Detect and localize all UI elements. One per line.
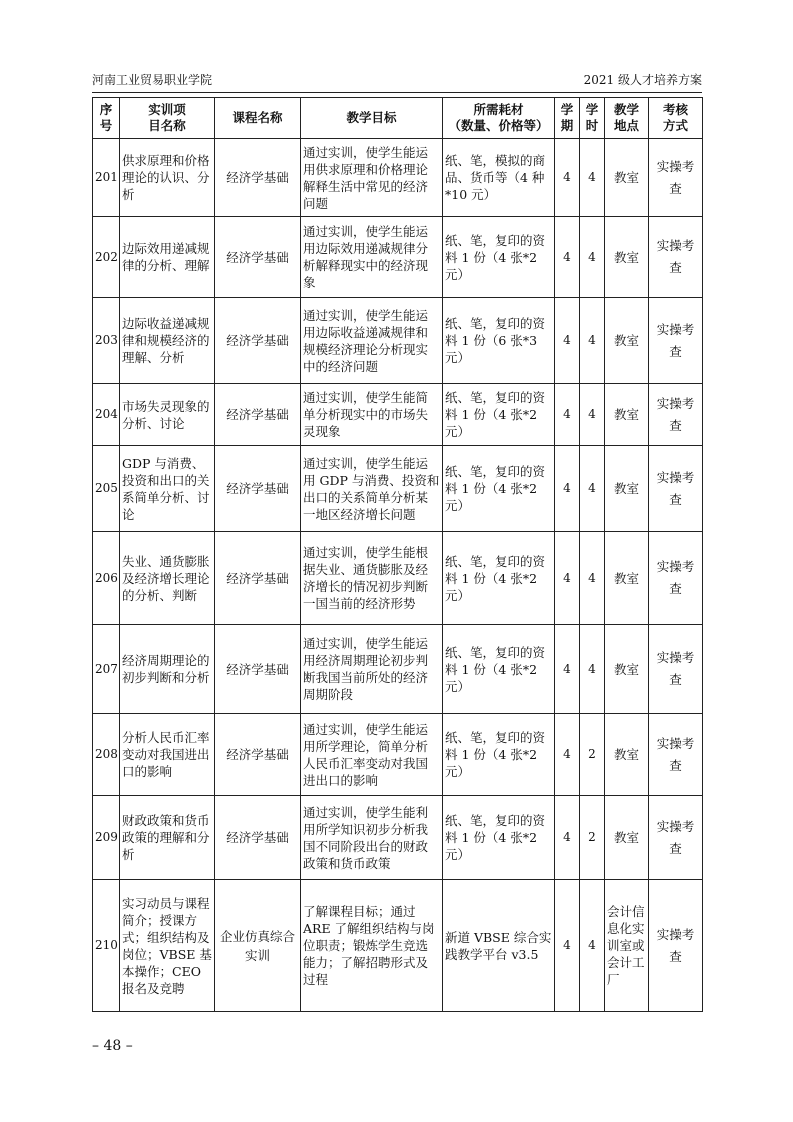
hours-cell: 4 bbox=[580, 532, 605, 625]
materials-cell: 新道 VBSE 综合实践教学平台 v3.5 bbox=[443, 880, 555, 1012]
header-exam: 考核 方式 bbox=[649, 98, 703, 139]
course-name-cell: 经济学基础 bbox=[215, 625, 301, 714]
course-name-cell: 经济学基础 bbox=[215, 714, 301, 796]
materials-cell: 纸、笔，模拟的商品、货币等（4 种*10 元） bbox=[443, 139, 555, 217]
term-cell: 4 bbox=[555, 532, 580, 625]
table-row bbox=[93, 139, 703, 217]
header-hours: 学 时 bbox=[580, 98, 605, 139]
project-name-cell: 财政政策和货币政策的理解和分析 bbox=[120, 796, 215, 880]
header-school-name: 河南工业贸易职业学院 bbox=[92, 73, 213, 87]
exam-method-cell: 实操考查 bbox=[649, 796, 703, 880]
teaching-goal-cell: 通过实训，使学生能简单分析现实中的市场失灵现象 bbox=[301, 384, 443, 446]
row-number-cell: 209 bbox=[93, 796, 120, 880]
table-row bbox=[93, 298, 703, 384]
term-cell: 4 bbox=[555, 880, 580, 1012]
course-name-cell: 经济学基础 bbox=[215, 298, 301, 384]
location-cell: 教室 bbox=[605, 446, 649, 532]
materials-cell: 纸、笔，复印的资料 1 份（6 张*3 元） bbox=[443, 298, 555, 384]
page-header bbox=[92, 70, 702, 90]
hours-cell: 4 bbox=[580, 880, 605, 1012]
exam-method-cell: 实操考查 bbox=[649, 532, 703, 625]
hours-cell: 4 bbox=[580, 625, 605, 714]
row-number-cell: 210 bbox=[93, 880, 120, 1012]
course-name-cell: 经济学基础 bbox=[215, 532, 301, 625]
term-cell: 4 bbox=[555, 625, 580, 714]
location-cell: 教室 bbox=[605, 384, 649, 446]
header-no: 序 号 bbox=[93, 98, 120, 139]
row-number-cell: 202 bbox=[93, 217, 120, 298]
term-cell: 4 bbox=[555, 446, 580, 532]
term-cell: 4 bbox=[555, 714, 580, 796]
teaching-goal-cell: 通过实训，使学生能根据失业、通货膨胀及经济增长的情况初步判断一国当前的经济形势 bbox=[301, 532, 443, 625]
hours-cell: 2 bbox=[580, 796, 605, 880]
project-name-cell: 失业、通货膨胀及经济增长理论的分析、判断 bbox=[120, 532, 215, 625]
header-course: 课程名称 bbox=[215, 98, 301, 139]
exam-method-cell: 实操考查 bbox=[649, 139, 703, 217]
project-name-cell: 市场失灵现象的分析、讨论 bbox=[120, 384, 215, 446]
teaching-goal-cell: 通过实训，使学生能利用所学知识初步分析我国不同阶段出台的财政政策和货币政策 bbox=[301, 796, 443, 880]
materials-cell: 纸、笔，复印的资料 1 份（4 张*2 元） bbox=[443, 796, 555, 880]
location-cell: 教室 bbox=[605, 217, 649, 298]
header-doc-title: 2021 级人才培养方案 bbox=[583, 73, 702, 87]
row-number-cell: 203 bbox=[93, 298, 120, 384]
row-number-cell: 204 bbox=[93, 384, 120, 446]
teaching-goal-cell: 通过实训，使学生能运用 GDP 与消费、投资和出口的关系简单分析某一地区经济增长问题 bbox=[301, 446, 443, 532]
project-name-cell: 边际收益递减规律和规模经济的理解、分析 bbox=[120, 298, 215, 384]
exam-method-cell: 实操考查 bbox=[649, 714, 703, 796]
header-goal: 教学目标 bbox=[301, 98, 443, 139]
hours-cell: 4 bbox=[580, 298, 605, 384]
teaching-goal-cell: 通过实训，使学生能运用边际效用递减规律分析解释现实中的经济现象 bbox=[301, 217, 443, 298]
teaching-goal-cell: 通过实训，使学生能运用经济周期理论初步判断我国当前所处的经济周期阶段 bbox=[301, 625, 443, 714]
exam-method-cell: 实操考查 bbox=[649, 217, 703, 298]
exam-method-cell: 实操考查 bbox=[649, 298, 703, 384]
table-row bbox=[93, 217, 703, 298]
header-rule bbox=[92, 92, 702, 93]
location-cell: 会计信息化实训室或会计工厂 bbox=[605, 880, 649, 1012]
project-name-cell: 经济周期理论的初步判断和分析 bbox=[120, 625, 215, 714]
project-name-cell: 边际效用递减规律的分析、理解 bbox=[120, 217, 215, 298]
exam-method-cell: 实操考查 bbox=[649, 384, 703, 446]
course-name-cell: 经济学基础 bbox=[215, 384, 301, 446]
teaching-goal-cell: 通过实训，使学生能运用所学理论，简单分析人民币汇率变动对我国进出口的影响 bbox=[301, 714, 443, 796]
term-cell: 4 bbox=[555, 139, 580, 217]
row-number-cell: 208 bbox=[93, 714, 120, 796]
teaching-goal-cell: 通过实训，使学生能运用供求原理和价格理论解释生活中常见的经济问题 bbox=[301, 139, 443, 217]
location-cell: 教室 bbox=[605, 139, 649, 217]
materials-cell: 纸、笔，复印的资料 1 份（4 张*2 元） bbox=[443, 714, 555, 796]
materials-cell: 纸、笔，复印的资料 1 份（4 张*2 元） bbox=[443, 446, 555, 532]
materials-cell: 纸、笔，复印的资料 1 份（4 张*2 元） bbox=[443, 625, 555, 714]
exam-method-cell: 实操考查 bbox=[649, 625, 703, 714]
location-cell: 教室 bbox=[605, 532, 649, 625]
term-cell: 4 bbox=[555, 298, 580, 384]
table-row bbox=[93, 532, 703, 625]
header-project: 实训项 目名称 bbox=[120, 98, 215, 139]
hours-cell: 4 bbox=[580, 446, 605, 532]
project-name-cell: 供求原理和价格理论的认识、分析 bbox=[120, 139, 215, 217]
course-name-cell: 经济学基础 bbox=[215, 217, 301, 298]
row-number-cell: 207 bbox=[93, 625, 120, 714]
training-table bbox=[92, 97, 703, 1012]
location-cell: 教室 bbox=[605, 796, 649, 880]
header-materials: 所需耗材 （数量、价格等） bbox=[443, 98, 555, 139]
location-cell: 教室 bbox=[605, 625, 649, 714]
table-row bbox=[93, 446, 703, 532]
header-term: 学 期 bbox=[555, 98, 580, 139]
table-row bbox=[93, 880, 703, 1012]
term-cell: 4 bbox=[555, 217, 580, 298]
course-name-cell: 经济学基础 bbox=[215, 446, 301, 532]
exam-method-cell: 实操考查 bbox=[649, 446, 703, 532]
table-row bbox=[93, 625, 703, 714]
term-cell: 4 bbox=[555, 796, 580, 880]
table-header-row bbox=[93, 98, 703, 139]
row-number-cell: 201 bbox=[93, 139, 120, 217]
course-name-cell: 经济学基础 bbox=[215, 796, 301, 880]
hours-cell: 4 bbox=[580, 384, 605, 446]
exam-method-cell: 实操考查 bbox=[649, 880, 703, 1012]
hours-cell: 4 bbox=[580, 217, 605, 298]
project-name-cell: GDP 与消费、投资和出口的关系简单分析、讨论 bbox=[120, 446, 215, 532]
row-number-cell: 206 bbox=[93, 532, 120, 625]
location-cell: 教室 bbox=[605, 714, 649, 796]
table-row bbox=[93, 714, 703, 796]
term-cell: 4 bbox=[555, 384, 580, 446]
location-cell: 教室 bbox=[605, 298, 649, 384]
header-place: 教学 地点 bbox=[605, 98, 649, 139]
teaching-goal-cell: 通过实训，使学生能运用边际收益递减规律和规模经济理论分析现实中的经济问题 bbox=[301, 298, 443, 384]
table-row bbox=[93, 796, 703, 880]
materials-cell: 纸、笔，复印的资料 1 份（4 张*2 元） bbox=[443, 532, 555, 625]
row-number-cell: 205 bbox=[93, 446, 120, 532]
materials-cell: 纸、笔，复印的资料 1 份（4 张*2 元） bbox=[443, 384, 555, 446]
teaching-goal-cell: 了解课程目标；通过 ARE 了解组织结构与岗位职责；锻炼学生竞选能力；了解招聘形式及过程 bbox=[301, 880, 443, 1012]
project-name-cell: 实习动员与课程简介；授课方式；组织结构及岗位；VBSE 基本操作；CEO 报名及竞聘 bbox=[120, 880, 215, 1012]
project-name-cell: 分析人民币汇率变动对我国进出口的影响 bbox=[120, 714, 215, 796]
hours-cell: 2 bbox=[580, 714, 605, 796]
course-name-cell: 企业仿真综合实训 bbox=[215, 880, 301, 1012]
page-number: – 48 – bbox=[92, 1038, 133, 1054]
course-name-cell: 经济学基础 bbox=[215, 139, 301, 217]
hours-cell: 4 bbox=[580, 139, 605, 217]
table-row bbox=[93, 384, 703, 446]
materials-cell: 纸、笔，复印的资料 1 份（4 张*2 元） bbox=[443, 217, 555, 298]
